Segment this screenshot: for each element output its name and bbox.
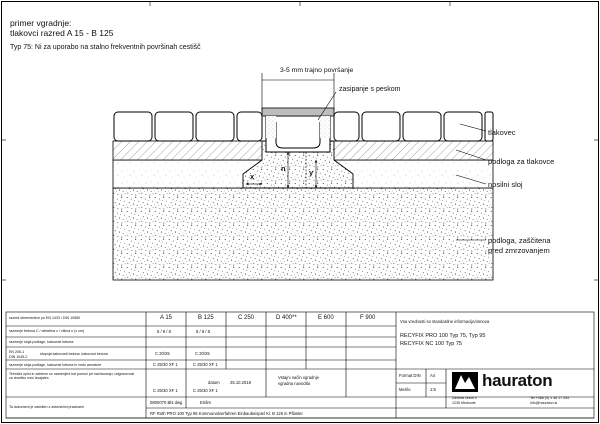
class-c250: C 250 <box>238 315 255 321</box>
brand-name: hauraton <box>482 371 553 390</box>
row4-value-a15: C 20/25 <box>155 351 170 356</box>
dimension-x-label: x <box>250 172 255 181</box>
page-subtitle: Typ 75: Ni za uporabo na stalno frekventnih površinah cestišč <box>10 44 201 51</box>
title-block-note: Tehnični opisi in zahteve so namenjeni kot pomoč pri načrtovanju; odgovornost za izvedbo nosi izvajalec. <box>9 372 135 381</box>
surface-offset-dimension <box>262 73 334 110</box>
format-label: Format DIN <box>399 373 421 378</box>
row5-label: razmerje sloja podlage, kakovost betona in vrsto armature <box>9 363 102 367</box>
row2-value-a15: 6 / 8 / 8 <box>157 329 171 334</box>
footer-left-text: Ta dokument je zaščiten z avtorskimi pravicami <box>9 405 84 409</box>
load-class-label: razred obremenitve po EN 1433 / DIN 19580 <box>9 316 81 320</box>
callout-bearing-layer: nosilni sloj <box>488 180 523 189</box>
callout-frost-base-line1: podloga, zaščitena <box>488 236 551 245</box>
format-value: A4 <box>430 373 436 378</box>
product-line-1: RECYFIX PRO 100 Typ 75, Typ 95 <box>400 333 486 339</box>
notes-heading: Vsa vrednosti so standardne informacije/osnova <box>400 319 490 324</box>
dimension-n-label: n <box>281 164 286 173</box>
row4-label-c: stopnja kakovosti betona, kakovost betona <box>40 352 108 356</box>
address-line2: 1235 Medvode <box>452 401 476 405</box>
pavers-left <box>114 112 262 141</box>
footer-description: RF Roth PRO 100 Typ 95 Kommunalverfahren Einbaubeispiel Kl. B 125 in Pflaster <box>150 411 303 416</box>
date-label: datum <box>208 380 220 385</box>
product-line-2: RECYFIX NC 100 Typ 75 <box>400 341 462 347</box>
class-a15: A 15 <box>160 315 173 321</box>
row5-value-a15: C 25/30 XF 1 <box>153 362 178 367</box>
class-d400: D 400** <box>276 315 297 321</box>
class-f900: F 900 <box>360 315 376 321</box>
row6-value-b125: C 25/30 XF 1 <box>193 388 218 393</box>
page-title-line2: tlakovci razred A 15 - B 125 <box>10 28 114 38</box>
frost-protected-base-layer <box>113 188 493 280</box>
address-line1: Zaveda cesta 4 <box>452 396 477 400</box>
scale-label: Merilo <box>399 387 411 392</box>
dimension-y-label: y <box>309 168 314 177</box>
row4-label-a: EN 206-1 <box>9 350 25 354</box>
description-line1: Vstajni način vgradnje <box>278 375 319 380</box>
drainage-channel <box>262 108 334 152</box>
class-b125: B 125 <box>198 315 214 321</box>
row5-value-b125: C 25/30 XF 1 <box>193 362 218 367</box>
callout-paver: tlakovec <box>488 128 516 137</box>
sand-fill-right <box>320 116 330 138</box>
email-address: info@hauraton.si <box>530 401 558 405</box>
callout-frost-base-line2: pred zmrzovanjem <box>488 246 550 255</box>
row2-value-b125: 6 / 8 / 8 <box>196 329 210 334</box>
date-value: 25.10.2018 <box>230 380 251 385</box>
drawing-code: ESlim <box>200 400 211 405</box>
row2-label: razmerje betona C / debelina x / višina n (v cm) <box>9 329 85 333</box>
phone-number: Tel +386 (0) 1 36 17 333 <box>530 396 570 400</box>
callout-sand-fill: zasipanje s peskom <box>339 86 401 93</box>
row3-label: razmerje sloja podlage, kakovost betona <box>9 340 74 344</box>
page-title-line1: primer vgradnje: <box>10 18 72 28</box>
callout-paver-base: podloga za tlakovce <box>488 157 555 166</box>
row4-value-b125: C 20/25 <box>195 351 210 356</box>
scale-value: 1:5 <box>430 387 436 392</box>
row6-value-a15: C 25/30 XF 1 <box>153 388 178 393</box>
sand-fill-left <box>266 116 276 138</box>
drawing-number: 0800070 Bl4 dwg <box>150 400 183 405</box>
row4-label-b: DIN 1045-2 <box>9 355 28 359</box>
class-e600: E 600 <box>318 315 334 321</box>
hauraton-logo-icon <box>452 372 478 392</box>
callout-surface-gap: 3-5 mm trajno površanje <box>280 67 354 74</box>
description-line2: vgradna navodila <box>278 381 310 386</box>
